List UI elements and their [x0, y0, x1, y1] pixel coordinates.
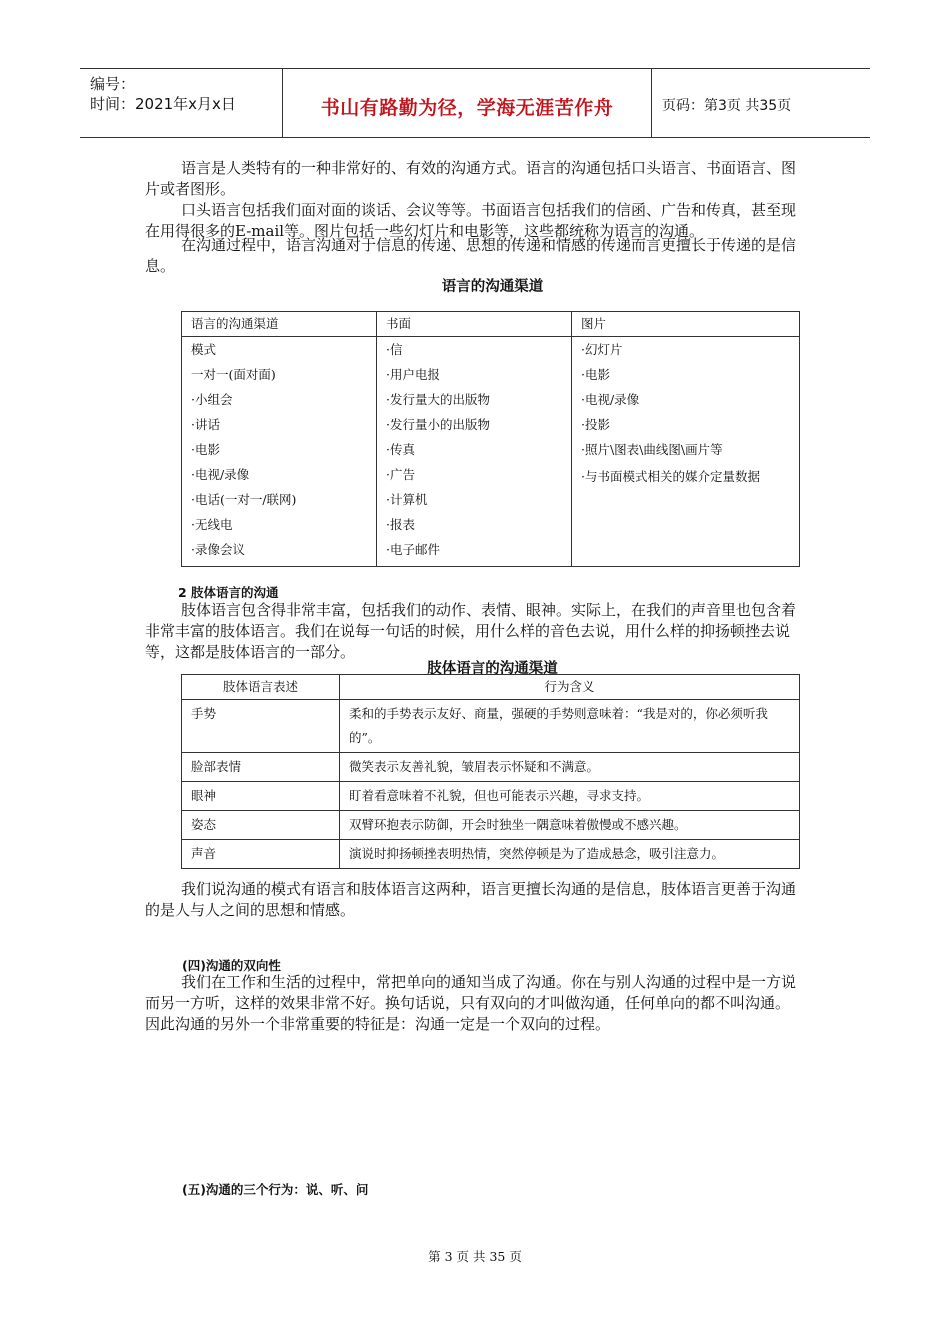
paragraph-summary: 我们说沟通的模式有语言和肢体语言这两种，语言更擅长沟通的是信息，肢体语言更善于沟通的是人与人之间的思想和情感。 [145, 880, 797, 919]
list-item: ·计算机 [386, 492, 428, 507]
paragraph-language-info: 在沟通过程中，语言沟通对于信息的传递、思想的传递和情感的传递而言更擅长于传递的是信息。 [145, 236, 797, 275]
table-row [182, 811, 800, 840]
list-item: ·照片\图表\曲线图\画片等 [581, 442, 723, 457]
list-item: ·电视/录像 [581, 392, 640, 407]
list-item: ·发行量小的出版物 [386, 417, 490, 432]
list-item: ·小组会 [191, 392, 233, 407]
list-item: 一对一(面对面) [191, 367, 276, 382]
table1-header-cell: 书面 [377, 312, 572, 337]
table2-title: 肢体语言的沟通渠道 [427, 661, 558, 677]
header-right-cell [652, 69, 870, 137]
header-center-cell [283, 69, 652, 137]
table2-header-cell: 肢体语言表述 [182, 675, 340, 700]
list-item: ·用户电报 [386, 367, 440, 382]
section2-heading: 2 肢体语言的沟通 [178, 585, 279, 600]
table1-header-cell: 语言的沟通渠道 [182, 312, 377, 337]
paragraph-language-intro: 语言是人类特有的一种非常好的、有效的沟通方式。语言的沟通包括口头语言、书面语言、图片或者图形。 [145, 159, 797, 198]
list-item: ·电影 [191, 442, 220, 457]
page-header [80, 68, 870, 138]
list-item: ·电影 [581, 367, 610, 382]
table-row [182, 753, 800, 782]
table2-header-cell: 行为含义 [340, 675, 800, 700]
table1-written-column [377, 337, 572, 567]
page-footer: 第 3 页 共 35 页 [428, 1249, 522, 1264]
list-item: ·无线电 [191, 517, 233, 532]
table1-image-column [572, 337, 800, 567]
list-item: ·传真 [386, 442, 415, 457]
list-item: ·广告 [386, 467, 415, 482]
header-left-cell [80, 69, 283, 137]
table-cell-label: 眼神 [182, 782, 340, 811]
table-cell-label: 手势 [182, 700, 340, 753]
table-cell-label: 姿态 [182, 811, 340, 840]
page-label: 页码：第3页 共35页 [662, 98, 792, 114]
list-item: ·投影 [581, 417, 610, 432]
table-cell-meaning: 双臂环抱表示防御，开会时独坐一隅意味着傲慢或不感兴趣。 [340, 811, 800, 840]
motto: 书山有路勤为径，学海无涯苦作舟 [320, 97, 614, 119]
list-item: ·与书面模式相关的媒介定量数据 [581, 469, 760, 484]
table-row [182, 782, 800, 811]
table-row [182, 840, 800, 869]
table-cell-meaning: 演说时抑扬顿挫表明热情，突然停顿是为了造成悬念，吸引注意力。 [340, 840, 800, 869]
table-cell-meaning: 盯着看意味着不礼貌，但也可能表示兴趣，寻求支持。 [340, 782, 800, 811]
paragraph-body-language: 肢体语言包含得非常丰富，包括我们的动作、表情、眼神。实际上，在我们的声音里也包含着非常丰富的肢体语言。我们在说每一句话的时候，用什么样的音色去说，用什么样的抑扬顿挫去说等，这都是肢体语言的一部分。 [145, 601, 797, 661]
number-label: 编号： [90, 75, 136, 93]
list-item: ·报表 [386, 517, 415, 532]
table1-body-row [182, 337, 800, 567]
language-channels-table [181, 311, 800, 567]
paragraph-two-way: 我们在工作和生活的过程中，常把单向的通知当成了沟通。你在与别人沟通的过程中是一方说而另一方听，这样的效果非常不好。换句话说，只有双向的才叫做沟通，任何单向的都不叫沟通。因此沟通的另外一个非常重要的特征是：沟通一定是一个双向的过程。 [145, 973, 797, 1033]
table-cell-meaning: 柔和的手势表示友好、商量，强硬的手势则意味着：“我是对的，你必须听我的”。 [340, 700, 800, 753]
table1-header-row [182, 312, 800, 337]
table-cell-label: 脸部表情 [182, 753, 340, 782]
list-item: ·录像会议 [191, 542, 245, 557]
table-row [182, 700, 800, 753]
paragraph-oral-written: 口头语言包括我们面对面的谈话、会议等等。书面语言包括我们的信函、广告和传真，甚至现在用得很多的E-mail等。图片包括一些幻灯片和电影等，这些都统称为语言的沟通。 [145, 201, 797, 240]
list-item: ·发行量大的出版物 [386, 392, 490, 407]
section5-heading: (五)沟通的三个行为：说、听、问 [182, 1182, 369, 1197]
section4-heading: (四)沟通的双向性 [182, 958, 281, 973]
table-cell-label: 声音 [182, 840, 340, 869]
list-item: 模式 [191, 342, 217, 357]
table2-header-row [182, 675, 800, 700]
list-item: ·信 [386, 342, 403, 357]
list-item: ·幻灯片 [581, 342, 623, 357]
table1-oral-column [182, 337, 377, 567]
list-item: ·电视/录像 [191, 467, 250, 482]
table1-title: 语言的沟通渠道 [441, 279, 544, 295]
body-language-table [181, 674, 800, 869]
list-item: ·电子邮件 [386, 542, 440, 557]
list-item: ·电话(一对一/联网) [191, 492, 297, 507]
table-cell-meaning: 微笑表示友善礼貌，皱眉表示怀疑和不满意。 [340, 753, 800, 782]
table1-header-cell: 图片 [572, 312, 800, 337]
list-item: ·讲话 [191, 417, 220, 432]
time-label: 时间：2021年x月x日 [90, 95, 236, 113]
